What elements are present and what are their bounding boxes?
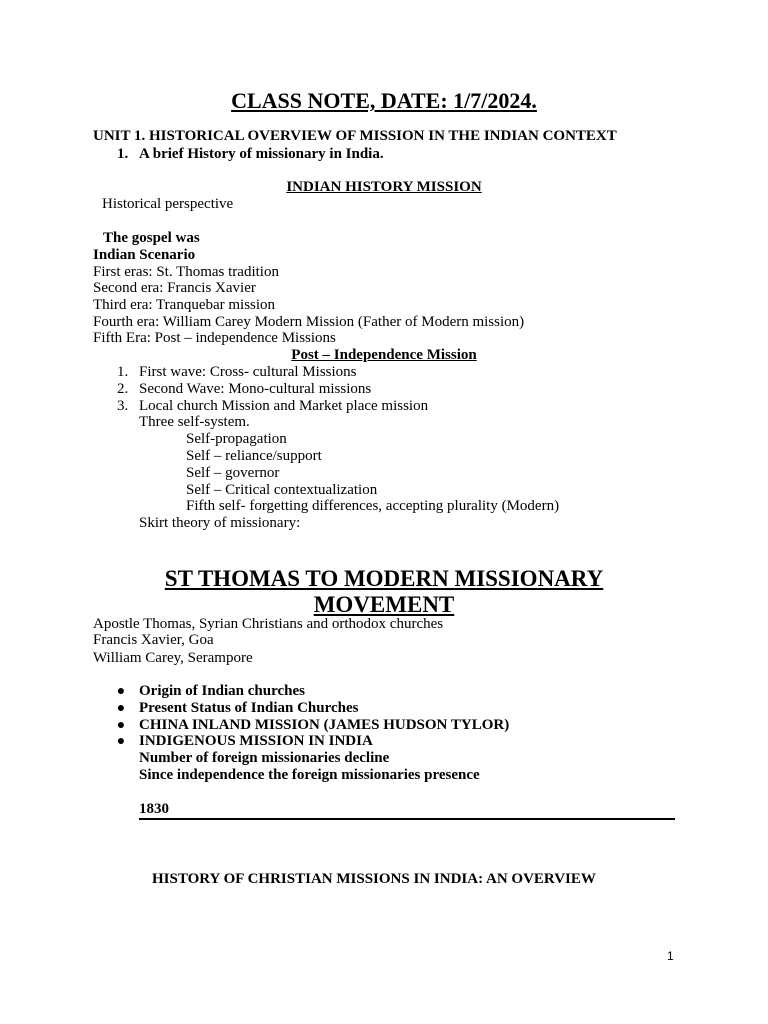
- wave-number: 2.: [117, 381, 129, 397]
- section-line: William Carey, Serampore: [93, 650, 253, 666]
- section-heading-history-overview: HISTORY OF CHRISTIAN MISSIONS IN INDIA: AN OVERVIEW: [152, 871, 596, 887]
- three-self-system: Three self-system.: [139, 414, 250, 430]
- wave-item: Local church Mission and Market place mission: [139, 398, 429, 414]
- bullet-icon: ●: [116, 684, 126, 699]
- year-label: 1830: [139, 801, 169, 817]
- historical-perspective: Historical perspective: [102, 196, 234, 212]
- section-heading-indian-history-mission: INDIAN HISTORY MISSION: [286, 179, 482, 195]
- bullet-icon: ●: [116, 718, 126, 733]
- era-item: Fifth Era: Post – independence Missions: [93, 330, 336, 346]
- page-number: 1: [667, 949, 674, 963]
- era-item: First eras: St. Thomas tradition: [93, 264, 279, 280]
- section-line: Francis Xavier, Goa: [93, 632, 214, 648]
- bullet-item: CHINA INLAND MISSION (JAMES HUDSON TYLOR): [139, 717, 510, 733]
- skirt-theory: Skirt theory of missionary:: [139, 515, 301, 531]
- wave-number: 3.: [117, 398, 129, 414]
- wave-item: Second Wave: Mono-cultural missions: [139, 381, 372, 397]
- unit-heading: UNIT 1. HISTORICAL OVERVIEW OF MISSION IN THE INDIAN CONTEXT: [93, 128, 617, 144]
- section-heading-st-thomas: ST THOMAS TO MODERN MISSIONARY: [164, 566, 604, 591]
- era-item: Second era: Francis Xavier: [93, 280, 256, 296]
- era-item: Third era: Tranquebar mission: [93, 297, 276, 313]
- unit-sub-number: 1.: [117, 146, 129, 162]
- self-item: Self – Critical contextualization: [186, 482, 378, 498]
- wave-item: First wave: Cross- cultural Missions: [139, 364, 357, 380]
- unit-sub-text: A brief History of missionary in India.: [139, 146, 384, 162]
- self-item: Self – governor: [186, 465, 280, 481]
- bullet-item: Origin of Indian churches: [139, 683, 306, 699]
- indian-scenario: Indian Scenario: [93, 247, 196, 263]
- wave-number: 1.: [117, 364, 129, 380]
- bullet-item: INDIGENOUS MISSION IN INDIA: [139, 733, 373, 749]
- bullet-icon: ●: [116, 701, 126, 716]
- bullet-sub-line: Number of foreign missionaries decline: [139, 750, 390, 766]
- post-independence-heading: Post – Independence Mission: [291, 347, 477, 363]
- section-heading-movement: MOVEMENT: [313, 592, 455, 617]
- bullet-icon: ●: [116, 734, 126, 749]
- page-title: CLASS NOTE, DATE: 1/7/2024.: [231, 88, 537, 113]
- bullet-sub-line: Since independence the foreign missionaries presence: [139, 767, 480, 783]
- era-item: Fourth era: William Carey Modern Mission (Father of Modern mission): [93, 314, 525, 330]
- gospel-line: The gospel was: [103, 230, 200, 246]
- section-line: Apostle Thomas, Syrian Christians and orthodox churches: [93, 616, 444, 632]
- horizontal-rule: [139, 818, 675, 820]
- self-item: Self-propagation: [186, 431, 287, 447]
- self-item: Fifth self- forgetting differences, accepting plurality (Modern): [186, 498, 560, 514]
- bullet-item: Present Status of Indian Churches: [139, 700, 359, 716]
- self-item: Self – reliance/support: [186, 448, 322, 464]
